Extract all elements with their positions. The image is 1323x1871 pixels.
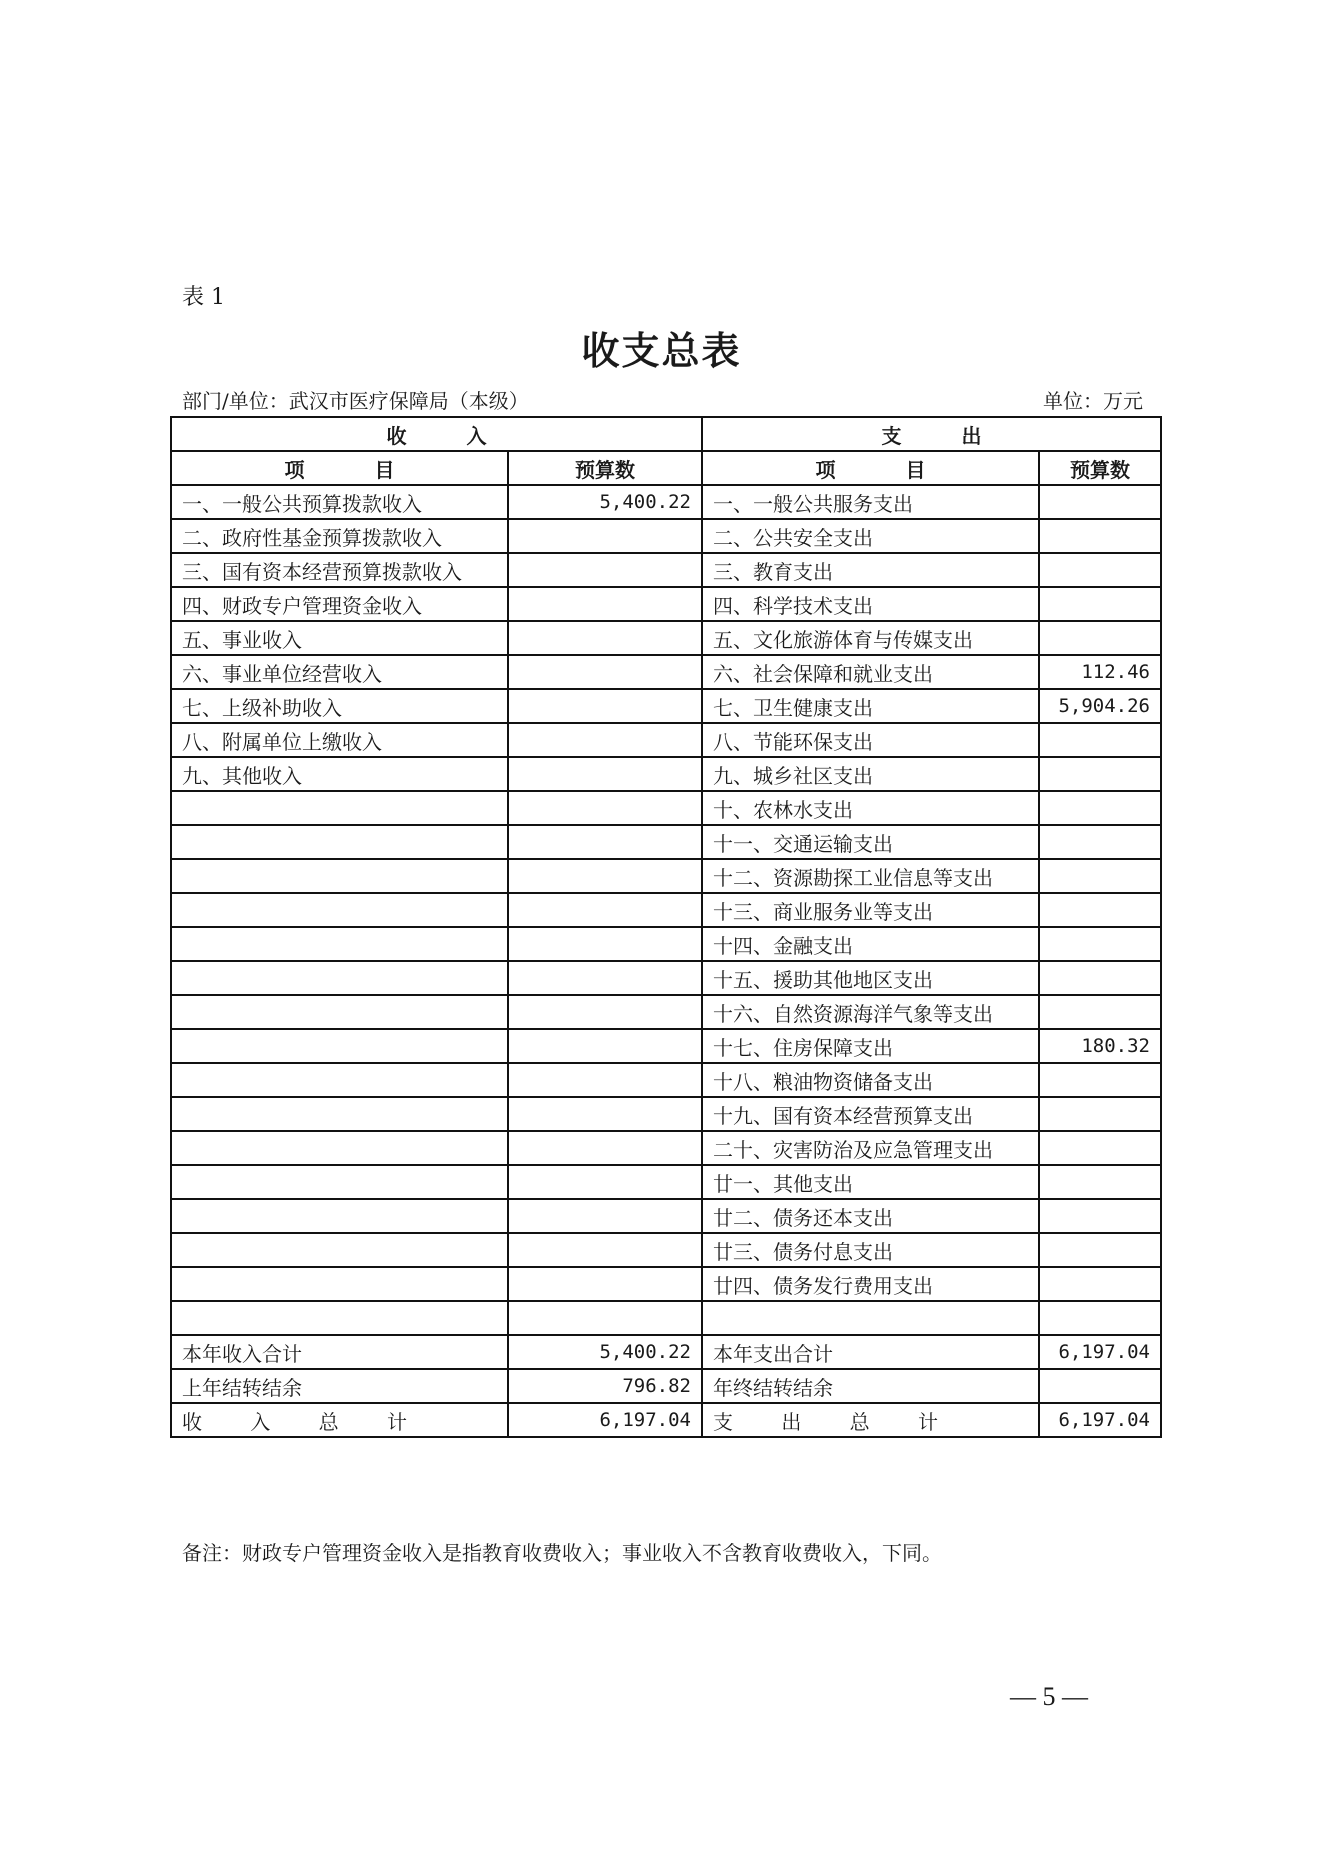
expense-item-cell: 十四、金融支出 — [702, 927, 1039, 961]
table-row — [171, 1267, 1161, 1301]
total-char: 出 — [781, 1409, 802, 1434]
expense-value-cell — [1039, 1131, 1161, 1165]
expense-value-cell — [1039, 859, 1161, 893]
expense-value-cell — [1039, 1097, 1161, 1131]
expense-item-cell: 三、教育支出 — [702, 553, 1039, 587]
expense-item-cell: 六、社会保障和就业支出 — [702, 655, 1039, 689]
expense-value-cell — [1039, 1165, 1161, 1199]
expense-item-col-header — [702, 451, 1039, 485]
expense-item-cell: 年终结转结余 — [702, 1369, 1039, 1403]
table-row — [171, 791, 1161, 825]
department-label: 部门/单位：武汉市医疗保障局（本级） — [182, 389, 529, 413]
income-value-cell — [508, 995, 702, 1029]
income-total-label — [171, 1403, 508, 1437]
expense-item-cell: 二、公共安全支出 — [702, 519, 1039, 553]
table-row — [171, 1131, 1161, 1165]
table-row — [171, 961, 1161, 995]
expense-item-cell: 廿二、债务还本支出 — [702, 1199, 1039, 1233]
expense-value-cell — [1039, 1063, 1161, 1097]
income-value-cell: 5,400.22 — [508, 485, 702, 519]
income-value-cell — [508, 1097, 702, 1131]
table-row — [171, 757, 1161, 791]
expense-value-cell — [1039, 995, 1161, 1029]
expense-budget-col-header: 预算数 — [1039, 451, 1161, 485]
expense-value-cell — [1039, 1199, 1161, 1233]
expense-item-cell: 廿三、债务付息支出 — [702, 1233, 1039, 1267]
total-char: 入 — [250, 1409, 271, 1434]
total-char: 支 — [713, 1409, 733, 1434]
expense-value-cell — [1039, 927, 1161, 961]
total-char: 总 — [318, 1409, 339, 1434]
income-item-cell — [171, 1165, 508, 1199]
expense-value-cell — [1039, 519, 1161, 553]
expense-header-char: 出 — [961, 423, 982, 448]
income-item-cell — [171, 859, 508, 893]
expense-value-cell — [1039, 1369, 1161, 1403]
income-value-cell — [508, 587, 702, 621]
table-row — [171, 553, 1161, 587]
income-item-cell: 二、政府性基金预算拨款收入 — [171, 519, 508, 553]
income-value-cell — [508, 1165, 702, 1199]
income-value-cell — [508, 757, 702, 791]
expense-item-cell: 十七、住房保障支出 — [702, 1029, 1039, 1063]
header-char: 目 — [905, 457, 926, 482]
expense-value-cell: 112.46 — [1039, 655, 1161, 689]
income-value-cell — [508, 655, 702, 689]
section-header-row — [171, 417, 1161, 451]
income-item-cell — [171, 995, 508, 1029]
table-row — [171, 485, 1161, 519]
income-budget-col-header: 预算数 — [508, 451, 702, 485]
expense-item-cell: 九、城乡社区支出 — [702, 757, 1039, 791]
table-row — [171, 723, 1161, 757]
income-item-cell — [171, 961, 508, 995]
income-value-cell — [508, 961, 702, 995]
total-char: 总 — [849, 1409, 870, 1434]
expense-item-cell: 十三、商业服务业等支出 — [702, 893, 1039, 927]
income-value-cell — [508, 1301, 702, 1335]
income-item-cell: 六、事业单位经营收入 — [171, 655, 508, 689]
table-row — [171, 893, 1161, 927]
expense-value-cell: 5,904.26 — [1039, 689, 1161, 723]
grand-total-row — [171, 1403, 1161, 1437]
income-value-cell — [508, 859, 702, 893]
expense-value-cell — [1039, 1233, 1161, 1267]
income-value-cell — [508, 927, 702, 961]
income-item-cell: 五、事业收入 — [171, 621, 508, 655]
header-char: 项 — [815, 457, 836, 482]
table-row — [171, 689, 1161, 723]
table-row — [171, 655, 1161, 689]
table-row — [171, 1199, 1161, 1233]
income-item-cell — [171, 927, 508, 961]
table-row — [171, 519, 1161, 553]
total-char: 计 — [386, 1409, 407, 1434]
expense-value-cell — [1039, 723, 1161, 757]
income-item-cell — [171, 1131, 508, 1165]
page-number: — 5 — — [1010, 1682, 1088, 1711]
income-item-cell — [171, 1029, 508, 1063]
expense-item-cell: 八、节能环保支出 — [702, 723, 1039, 757]
expense-value-cell — [1039, 485, 1161, 519]
expense-item-cell: 五、文化旅游体育与传媒支出 — [702, 621, 1039, 655]
table-row — [171, 1165, 1161, 1199]
table-body — [171, 485, 1161, 1403]
income-value-cell: 796.82 — [508, 1369, 702, 1403]
income-item-cell: 上年结转结余 — [171, 1369, 508, 1403]
expense-item-cell: 十、农林水支出 — [702, 791, 1039, 825]
income-item-cell — [171, 1233, 508, 1267]
income-item-cell: 三、国有资本经营预算拨款收入 — [171, 553, 508, 587]
income-value-cell: 5,400.22 — [508, 1335, 702, 1369]
income-total-value: 6,197.04 — [508, 1403, 702, 1437]
income-item-cell — [171, 893, 508, 927]
income-item-cell — [171, 1199, 508, 1233]
income-item-cell: 本年收入合计 — [171, 1335, 508, 1369]
income-item-cell: 八、附属单位上缴收入 — [171, 723, 508, 757]
income-value-cell — [508, 723, 702, 757]
income-item-cell: 四、财政专户管理资金收入 — [171, 587, 508, 621]
income-item-col-header — [171, 451, 508, 485]
income-value-cell — [508, 1029, 702, 1063]
table-row — [171, 825, 1161, 859]
table-row — [171, 927, 1161, 961]
expense-item-cell: 十八、粮油物资储备支出 — [702, 1063, 1039, 1097]
income-item-cell — [171, 1063, 508, 1097]
income-item-cell — [171, 791, 508, 825]
expense-value-cell — [1039, 587, 1161, 621]
expense-item-cell: 一、一般公共服务支出 — [702, 485, 1039, 519]
expense-item-cell: 廿四、债务发行费用支出 — [702, 1267, 1039, 1301]
expense-item-cell: 二十、灾害防治及应急管理支出 — [702, 1131, 1039, 1165]
expense-value-cell: 180.32 — [1039, 1029, 1161, 1063]
income-value-cell — [508, 1131, 702, 1165]
expense-section-header — [702, 417, 1161, 451]
header-char: 目 — [374, 457, 395, 482]
income-header-char: 入 — [466, 423, 487, 448]
expense-total-label — [702, 1403, 1039, 1437]
table-row — [171, 1097, 1161, 1131]
expense-item-cell — [702, 1301, 1039, 1335]
expense-value-cell — [1039, 757, 1161, 791]
footnote: 备注：财政专户管理资金收入是指教育收费收入；事业收入不含教育收费收入，下同。 — [182, 1541, 942, 1565]
income-item-cell — [171, 1097, 508, 1131]
income-value-cell — [508, 519, 702, 553]
expense-item-cell: 本年支出合计 — [702, 1335, 1039, 1369]
income-value-cell — [508, 1063, 702, 1097]
table-label: 表 1 — [182, 285, 225, 310]
income-value-cell — [508, 1199, 702, 1233]
expense-item-cell: 十六、自然资源海洋气象等支出 — [702, 995, 1039, 1029]
expense-item-cell: 四、科学技术支出 — [702, 587, 1039, 621]
table-row — [171, 587, 1161, 621]
table-row — [171, 621, 1161, 655]
income-value-cell — [508, 689, 702, 723]
expense-value-cell: 6,197.04 — [1039, 1335, 1161, 1369]
expense-item-cell: 十二、资源勘探工业信息等支出 — [702, 859, 1039, 893]
income-value-cell — [508, 1267, 702, 1301]
expense-header-char: 支 — [881, 423, 902, 448]
income-value-cell — [508, 621, 702, 655]
table-row — [171, 995, 1161, 1029]
table-row — [171, 1335, 1161, 1369]
expense-value-cell — [1039, 621, 1161, 655]
expense-value-cell — [1039, 553, 1161, 587]
total-char: 收 — [182, 1409, 202, 1434]
column-header-row — [171, 451, 1161, 485]
table-row — [171, 1369, 1161, 1403]
unit-label: 单位：万元 — [1043, 389, 1143, 413]
expense-item-cell: 十九、国有资本经营预算支出 — [702, 1097, 1039, 1131]
income-item-cell — [171, 1267, 508, 1301]
income-value-cell — [508, 791, 702, 825]
expense-item-cell: 廿一、其他支出 — [702, 1165, 1039, 1199]
header-char: 项 — [284, 457, 305, 482]
income-item-cell: 七、上级补助收入 — [171, 689, 508, 723]
income-value-cell — [508, 553, 702, 587]
income-value-cell — [508, 825, 702, 859]
expense-value-cell — [1039, 791, 1161, 825]
table-row — [171, 1301, 1161, 1335]
income-item-cell: 九、其他收入 — [171, 757, 508, 791]
total-char: 计 — [917, 1409, 938, 1434]
table-row — [171, 859, 1161, 893]
page-title: 收支总表 — [581, 329, 742, 373]
expense-value-cell — [1039, 825, 1161, 859]
income-item-cell — [171, 825, 508, 859]
expense-item-cell: 十五、援助其他地区支出 — [702, 961, 1039, 995]
income-item-cell — [171, 1301, 508, 1335]
income-section-header — [171, 417, 702, 451]
income-item-cell: 一、一般公共预算拨款收入 — [171, 485, 508, 519]
expense-value-cell — [1039, 1267, 1161, 1301]
expense-item-cell: 七、卫生健康支出 — [702, 689, 1039, 723]
table-row — [171, 1063, 1161, 1097]
table-row — [171, 1029, 1161, 1063]
expense-total-value: 6,197.04 — [1039, 1403, 1161, 1437]
table-row — [171, 1233, 1161, 1267]
expense-value-cell — [1039, 1301, 1161, 1335]
expense-value-cell — [1039, 961, 1161, 995]
income-header-char: 收 — [386, 423, 407, 448]
budget-summary-table — [170, 416, 1162, 1438]
expense-value-cell — [1039, 893, 1161, 927]
income-value-cell — [508, 893, 702, 927]
income-value-cell — [508, 1233, 702, 1267]
expense-item-cell: 十一、交通运输支出 — [702, 825, 1039, 859]
